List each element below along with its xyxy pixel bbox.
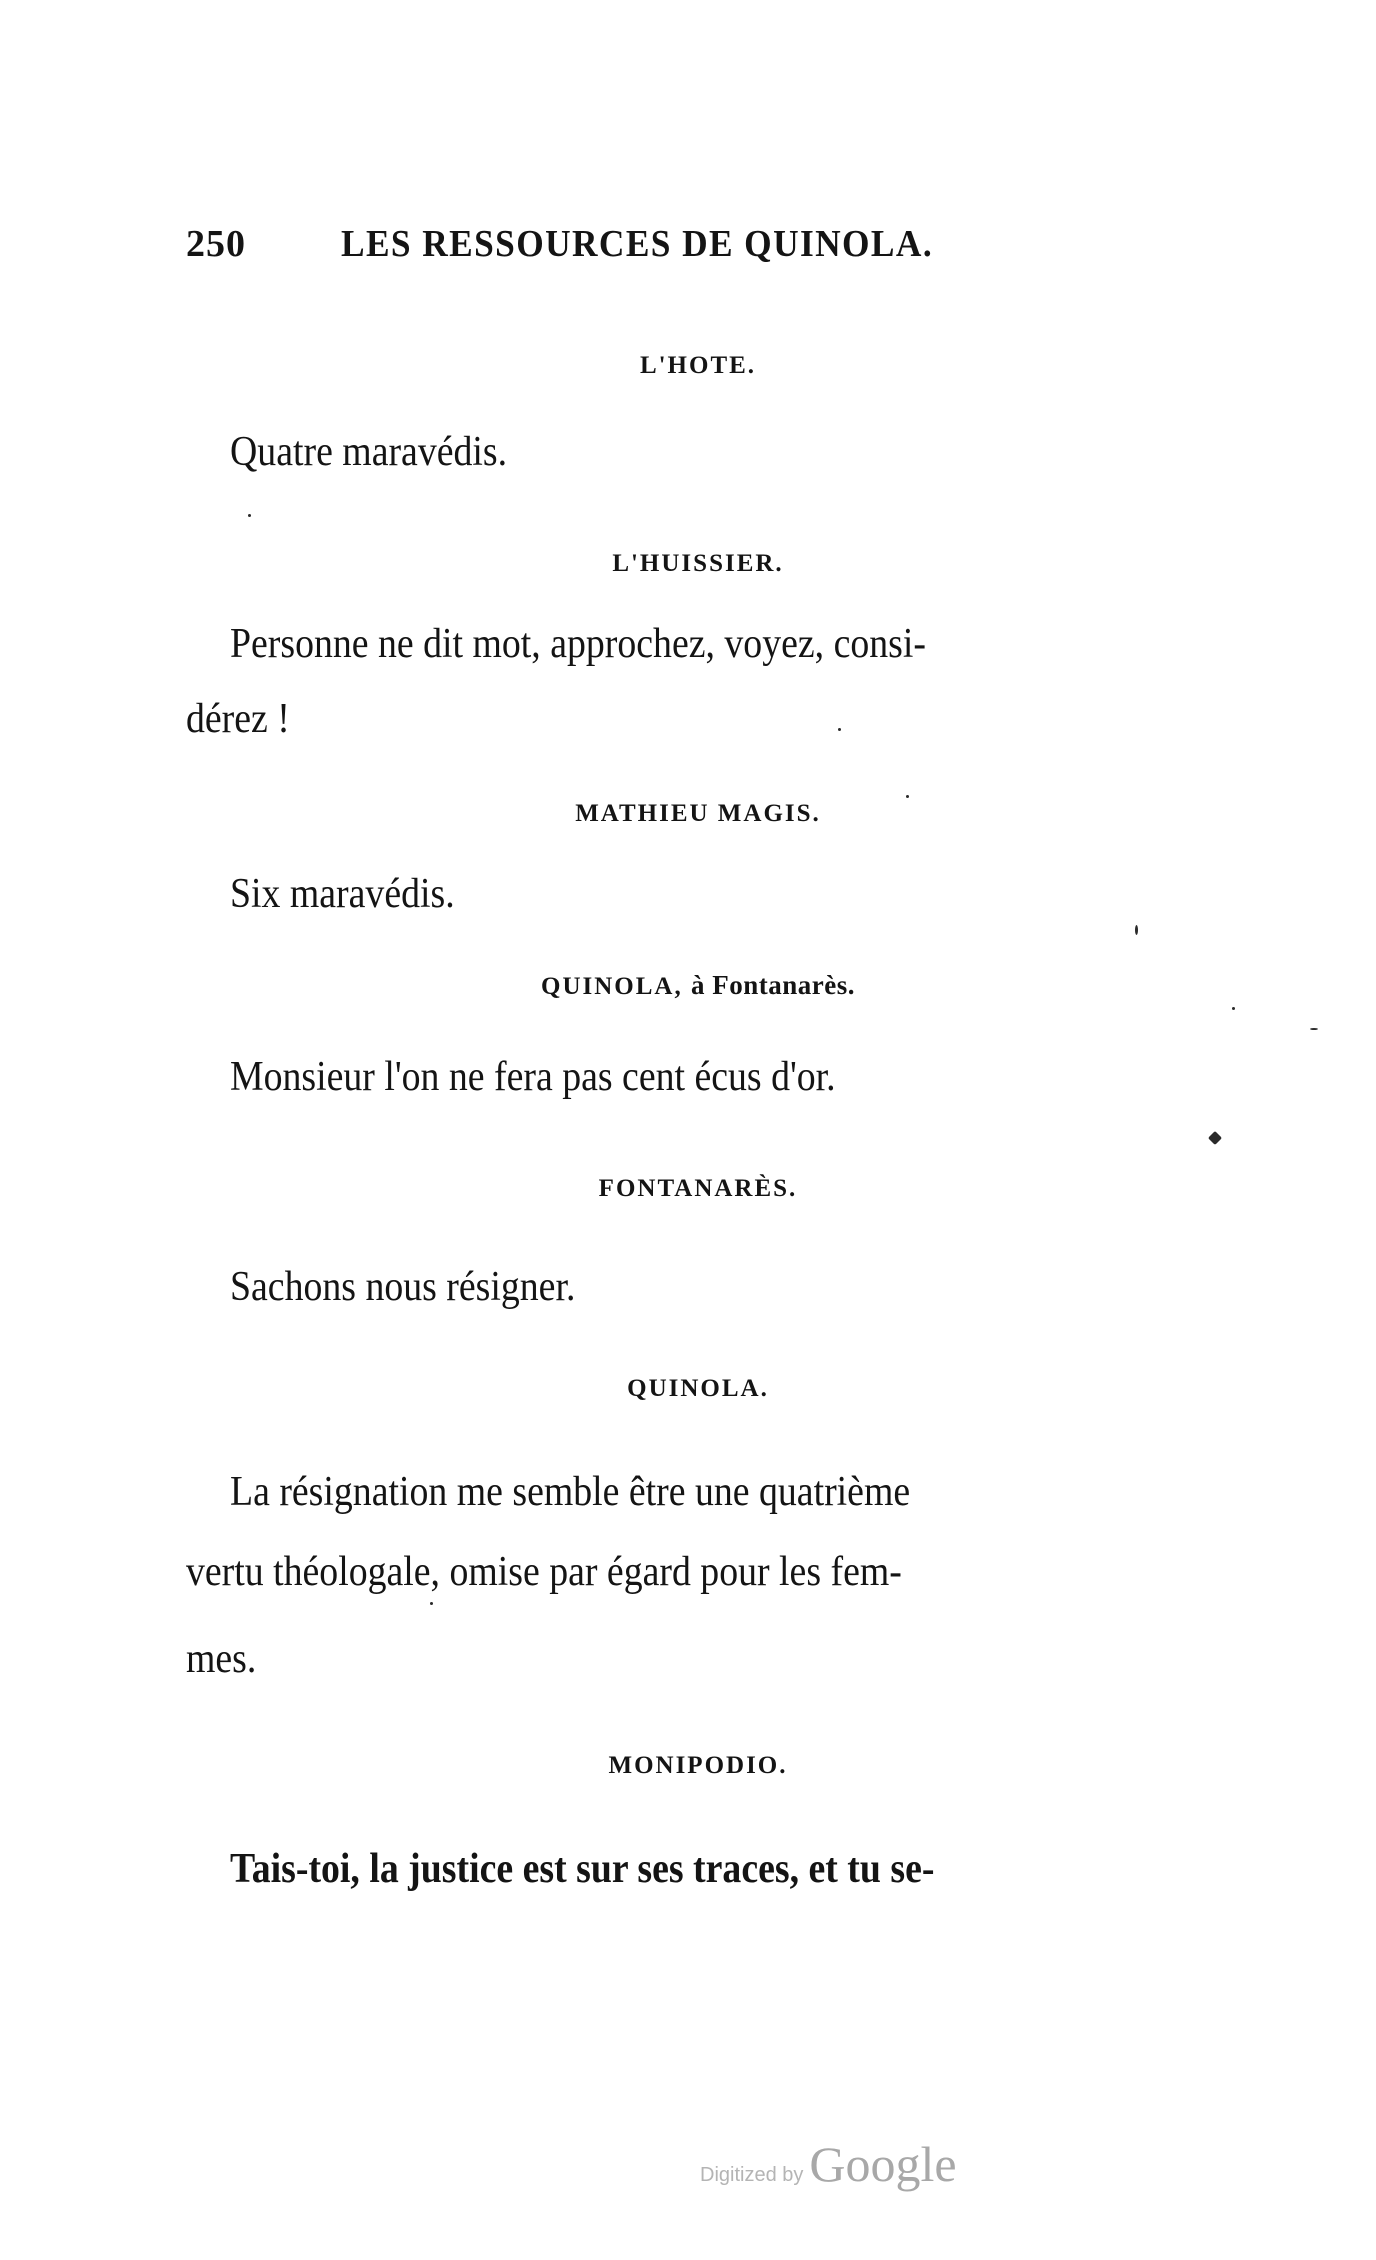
digitized-label: Digitized by	[700, 2164, 804, 2186]
scan-speck	[430, 1602, 433, 1605]
speaker-name: QUINOLA,	[541, 973, 683, 1000]
page-number: 250	[186, 223, 246, 265]
scan-speck	[1232, 1007, 1235, 1010]
dialogue-line: Personne ne dit mot, approchez, voyez, consi-	[230, 621, 926, 667]
speaker-heading: MATHIEU MAGIS.	[575, 800, 821, 827]
stage-direction: à Fontanarès.	[690, 970, 855, 1000]
dialogue-line: Quatre maravédis.	[230, 429, 508, 475]
scan-speck	[1135, 925, 1138, 935]
scan-speck	[1310, 1028, 1318, 1030]
speaker-heading: L'HUISSIER.	[612, 550, 784, 577]
speaker-heading: FONTANARÈS.	[598, 1175, 798, 1202]
dialogue-line: mes.	[186, 1636, 257, 1682]
dialogue-line: vertu théologale, omise par égard pour les fem-	[186, 1549, 902, 1595]
google-logo: Google	[809, 2136, 957, 2192]
speaker-heading-with-direction	[10, 970, 1376, 1001]
scan-speck	[1208, 1131, 1222, 1145]
digitization-watermark	[700, 2135, 957, 2195]
speaker-heading: MONIPODIO.	[608, 1752, 788, 1779]
scan-speck	[906, 795, 909, 798]
dialogue-line: Tais-toi, la justice est sur ses traces, et tu se-	[230, 1846, 935, 1892]
dialogue-line: Monsieur l'on ne fera pas cent écus d'or.	[230, 1054, 836, 1100]
page-header	[186, 222, 1006, 282]
speaker-heading: QUINOLA.	[627, 1375, 769, 1402]
dialogue-line: La résignation me semble être une quatrième	[230, 1469, 911, 1515]
dialogue-line: Six maravédis.	[230, 871, 455, 917]
dialogue-line: Sachons nous résigner.	[230, 1264, 576, 1310]
scan-speck	[248, 514, 251, 517]
speaker-heading: L'HOTE.	[639, 352, 757, 379]
dialogue-line: dérez !	[186, 696, 290, 742]
running-title: LES RESSOURCES DE QUINOLA.	[341, 223, 934, 265]
scan-speck	[838, 728, 841, 731]
